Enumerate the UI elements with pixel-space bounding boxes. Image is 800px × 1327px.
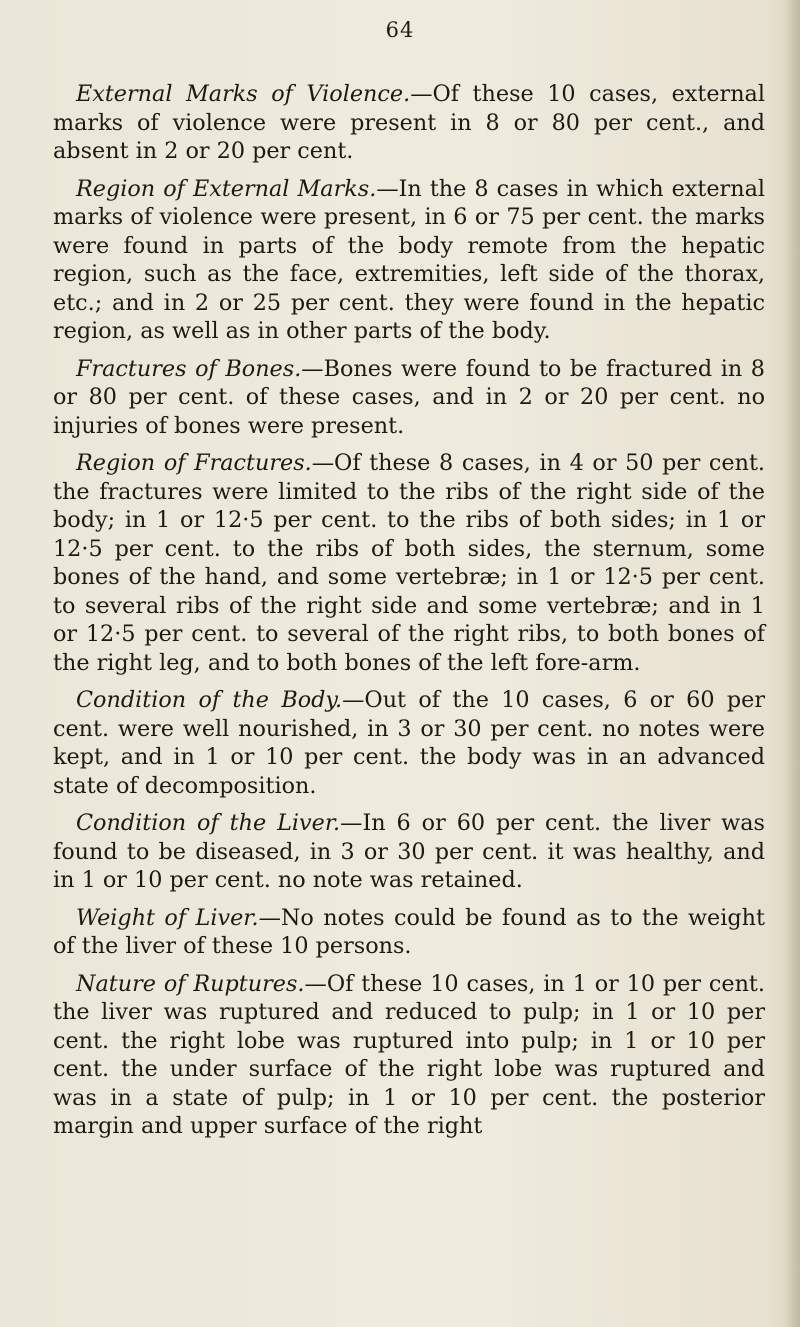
paragraph-body: —Out of the 10 cases, 6 or 60 per cent. were well nourished, in 3 or 30 per cent. no notes were kept, and in 1 or 10 per cent. the body was in an advanced state of decomposition. xyxy=(53,687,765,799)
page-number: 64 xyxy=(385,18,415,42)
paragraph-condition-of-body xyxy=(53,686,765,800)
paragraph-heading: External Marks of Violence. xyxy=(76,81,411,107)
paragraph-heading: Region of External Marks. xyxy=(76,175,377,202)
paragraph-weight-of-liver xyxy=(53,904,765,961)
paragraph-body: —Bones were found to be fractured in 8 or 80 per cent. of these cases, and in 2 or 20 per cent. no injuries of bones were present. xyxy=(53,355,765,439)
paragraph-heading: Fractures of Bones. xyxy=(76,355,302,382)
paragraph-heading: Region of Fractures. xyxy=(76,450,312,476)
paragraph-fractures-of-bones xyxy=(53,355,765,441)
paragraph-body: —No notes could be found as to the weight of the liver of these 10 persons. xyxy=(53,904,765,959)
paragraph-body: —In the 8 cases in which external marks of violence were present, in 6 or 75 per cent. the marks were found in parts of the body remote from the hepatic region, such as the face, extremities, left side of the thorax, etc.; and in 2 or 25 per cent. they were found in the hepatic region, as well as in other parts of the body. xyxy=(53,175,765,344)
paragraph-body: —Of these 8 cases, in 4 or 50 per cent. the fractures were limited to the ribs of the right side of the body; in 1 or 12·5 per cent. to the ribs of both sides; in 1 or 12·5 per cent. to the ribs of both sides, the sternum, some bones of the hand, and some vertebræ; in 1 or 12·5 per cent. to several ribs of the right side and some vertebræ; and in 1 or 12·5 per cent. to several of the right ribs, to both bones of the right leg, and to both bones of the left fore-arm. xyxy=(53,450,765,676)
paragraph-heading: Nature of Ruptures. xyxy=(76,970,305,997)
paragraph-region-external-marks xyxy=(53,175,765,346)
paragraph-body: —In 6 or 60 per cent. the liver was found to be diseased, in 3 or 30 per cent. it was healthy, and in 1 or 10 per cent. no note was retained. xyxy=(53,810,766,893)
body-text xyxy=(53,80,765,1150)
page-edge-shadow xyxy=(784,0,800,1327)
paragraph-body: —Of these 10 cases, in 1 or 10 per cent. the liver was ruptured and reduced to pulp; in 1 or 10 per cent. the right lobe was ruptured into pulp; in 1 or 10 per cent. the under surface of the right lobe was ruptured and was in a state of pulp; in 1 or 10 per cent. the posterior margin and upper surface of the right xyxy=(53,970,765,1139)
paragraph-heading: Condition of the Body. xyxy=(76,687,343,713)
paragraph-condition-of-liver xyxy=(53,809,765,895)
paragraph-heading: Condition of the Liver. xyxy=(76,810,341,836)
paragraph-external-marks xyxy=(53,80,765,166)
paragraph-nature-of-ruptures xyxy=(53,970,765,1141)
paragraph-heading: Weight of Liver. xyxy=(76,904,259,931)
paragraph-body: —Of these 10 cases, external marks of violence were present in 8 or 80 per cent., and absent in 2 or 20 per cent. xyxy=(53,81,765,164)
paragraph-region-of-fractures xyxy=(53,449,765,677)
